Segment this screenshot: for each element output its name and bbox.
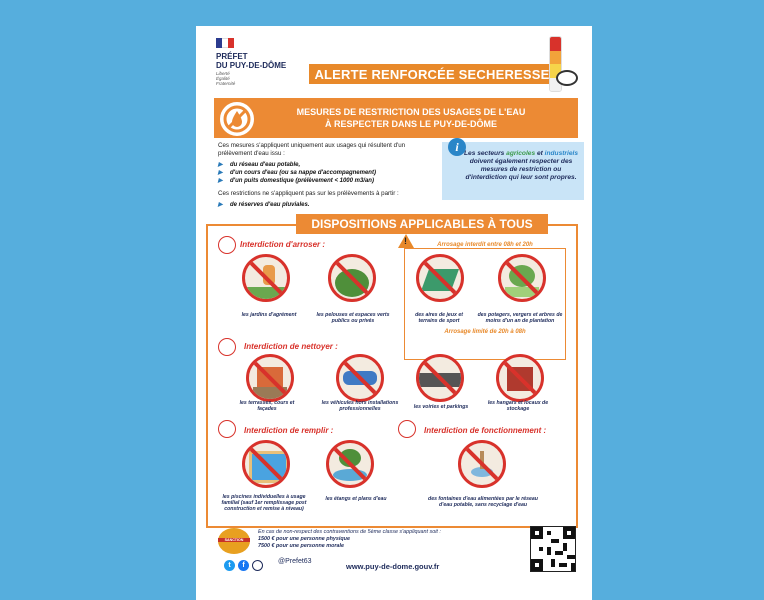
penalty-text: En cas de non-respect des contraventions de 5ème classe s'appliquant soit : 1500 € pour une personne physique 7500 € pour une personne morale [258, 529, 441, 549]
intro-text: Ces mesures s'appliquent uniquement aux usages qui résultent d'un prélèvement d'eau issu : ▶ du réseau d'eau potable, ▶ d'un cours d'eau (ou sa nappe d'accompagnement) ▶ d'un puits domestique (prélèvement < 1000 m3/an) Ces restrictions ne s'appliquent pas sur les prélèvements à partir : ▶ de réserves d'eau pluviales. [218, 138, 438, 209]
watering-can-icon [218, 236, 236, 254]
banner-title: MESURES DE RESTRICTION DES USAGES DE L'EAU À RESPECTER DANS LE PUY-DE-DÔME [296, 107, 526, 129]
sports-field-prohibited-icon [416, 254, 464, 302]
dispositions-title: DISPOSITIONS APPLICABLES À TOUS [296, 214, 548, 234]
section-title-nettoyer: Interdiction de nettoyer : [244, 342, 338, 351]
qr-code-icon[interactable] [530, 526, 576, 572]
time-rule: Arrosage interdit entre 08h et 20h [437, 242, 533, 248]
website-link[interactable]: www.puy-de-dome.gouv.fr [346, 562, 440, 571]
section-title-remplir: Interdiction de remplir : [244, 426, 334, 435]
fountain-prohibited-icon [458, 440, 506, 488]
caption: les pelouses et espaces verts publics ou privés [316, 312, 390, 324]
list-item: ▶ de réserves d'eau pluviales. [218, 201, 438, 209]
info-text: Les secteurs agricoles et industriels doivent également respecter des mesures de restriction ou d'interdiction qui leur sont propres. [464, 150, 578, 181]
caption: les piscines individuelles à usage familial (sauf 1er remplissage post construction et remise à niveau) [221, 494, 307, 512]
list-item: ▶ d'un cours d'eau (ou sa nappe d'accompagnement) [218, 169, 438, 177]
road-parking-prohibited-icon [416, 354, 464, 402]
caption: des potagers, vergers et arbres de moins d'un an de plantation [477, 312, 563, 324]
poster: PRÉFET DU PUY-DE-DÔME Liberté Égalité Fraternité ALERTE RENFORCÉE SECHERESSE MESURES DE RESTRICTION DES USAGES DE L'EAU À RESPECTER DANS LE PUY-DE-DÔME Ces mesures s'appliquent uniquement aux usages qui résultent d'un prélèvement d'eau issu : ▶ du réseau d'eau potable, ▶ d'un cours d'eau (ou sa nappe d'accompagnement) ▶ d'un puits domestique (prélèvement < 1000 m3/an) Ces restrictions ne s'appliquent pas sur les prélèvements à partir : ▶ de réserves d'eau pluviales. i Les secteurs agricoles et industriels doivent également respecter des mesures de restriction ou d'interdiction qui leur sont propres. DISPOSITIONS APPLICABLES À TOUS Interdiction d'arroser : les jardins d'agrément les pelouses et espaces verts publics ou privés ! Arrosage interdit entre 08h et 20h des aires de jeux et terrains de sport des potagers, vergers et arbres de moins d'un an de plantation Arrosage limité de 20h à 08h Interdiction de nettoyer : les terrasses, cours et façades les véhicules hors installations professionnelles les voiries et parkings les hangars et locaux de stockage Interdiction de remplir : les piscines individuelles à usage familial (sauf 1er remplissage post construction et remise à niveau) les étangs et plans d'eau Interdiction de fonctionnement : des fontaines d'eau alimentées par le réseau d'eau potable, sans recyclage d'eau SANCTION En cas de non-respect des contraventions de 5ème classe s'appliquant soit : 1500 € pour une personne physique 7500 € pour une personne morale t f @Prefet63 www.puy-de-dome.gouv.fr [196, 26, 592, 600]
social-handle[interactable]: @Prefet63 [278, 558, 312, 565]
list-item: ▶ du réseau d'eau potable, [218, 161, 438, 169]
garden-prohibited-icon [242, 254, 290, 302]
twitter-icon[interactable]: t [224, 560, 235, 571]
instagram-icon[interactable] [252, 560, 263, 571]
caption: les véhicules hors installations professionnelles [321, 400, 399, 412]
caption: des aires de jeux et terrains de sport [415, 312, 463, 324]
caption: les étangs et plans d'eau [325, 496, 387, 502]
water-drop-icon [556, 70, 578, 86]
prefect-name: PRÉFET DU PUY-DE-DÔME [216, 52, 287, 70]
faucet-icon [218, 420, 236, 438]
hangar-prohibited-icon [496, 354, 544, 402]
info-icon: i [448, 138, 466, 156]
time-limit: Arrosage limité de 20h à 08h [444, 329, 526, 335]
vegetable-garden-prohibited-icon [498, 254, 546, 302]
caption: les voiries et parkings [413, 404, 469, 410]
section-title-fonctionnement: Interdiction de fonctionnement : [424, 426, 547, 435]
sanction-label: SANCTION [218, 538, 250, 542]
no-water-icon [218, 100, 256, 138]
cleaning-icon [218, 338, 236, 356]
car-prohibited-icon [336, 354, 384, 402]
list-item: ▶ d'un puits domestique (prélèvement < 1000 m3/an) [218, 177, 438, 185]
pool-prohibited-icon [242, 440, 290, 488]
fountain-small-icon [398, 420, 416, 438]
alert-title: ALERTE RENFORCÉE SECHERESSE [309, 64, 555, 84]
caption: les terrasses, cours et façades [239, 400, 295, 412]
caption: les hangars et locaux de stockage [487, 400, 549, 412]
house-facade-prohibited-icon [246, 354, 294, 402]
republic-motto: Liberté Égalité Fraternité [216, 71, 236, 86]
caption: les jardins d'agrément [241, 312, 297, 318]
lawn-prohibited-icon [328, 254, 376, 302]
french-flag-icon [216, 38, 234, 48]
facebook-icon[interactable]: f [238, 560, 249, 571]
pond-prohibited-icon [326, 440, 374, 488]
section-title-arroser: Interdiction d'arroser : [240, 240, 326, 249]
caption: des fontaines d'eau alimentées par le réseau d'eau potable, sans recyclage d'eau [428, 496, 538, 508]
